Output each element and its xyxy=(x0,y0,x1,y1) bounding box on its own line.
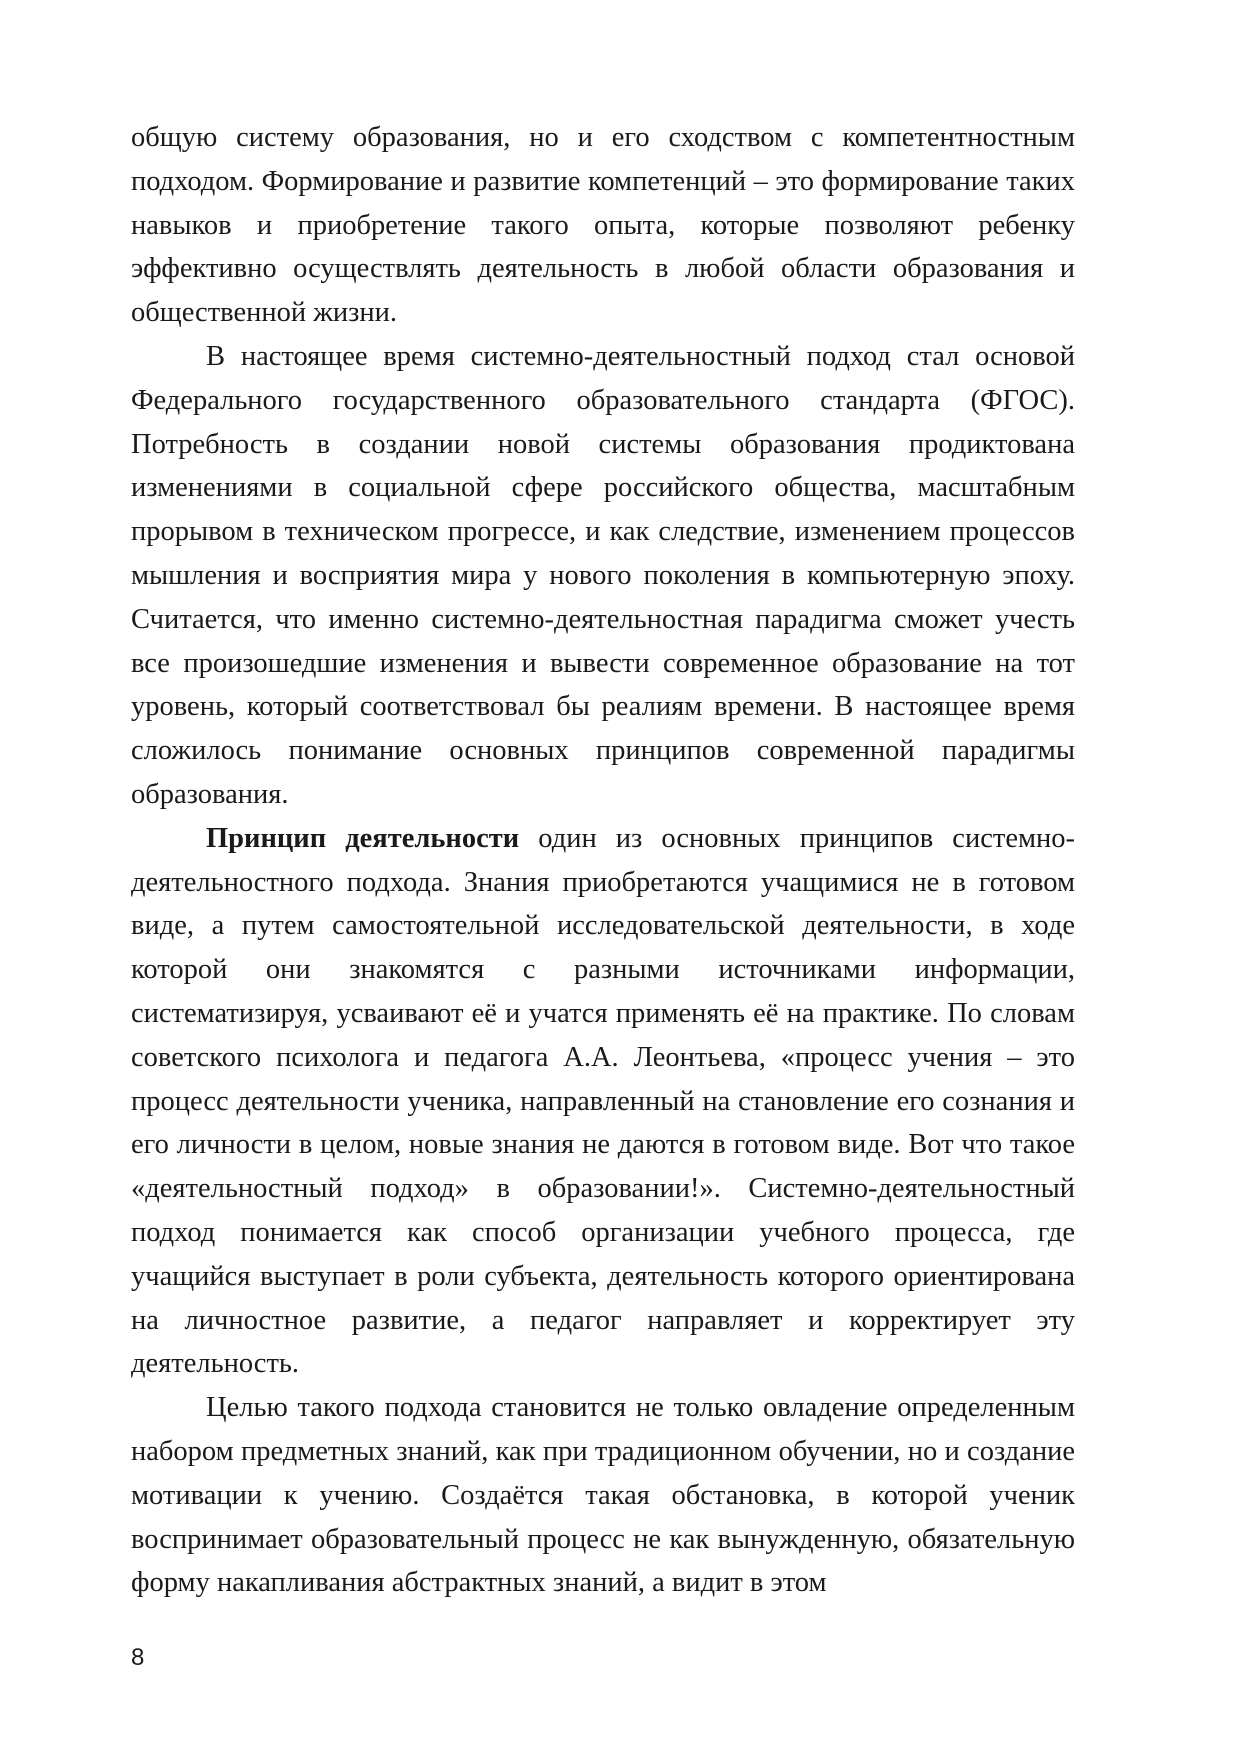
paragraph-text: Целью такого подхода становится не только овладение определенным набором предметных знаний, как при традиционном обучении, но и создание мотивации к учению. Создаётся такая обстановка, в которой ученик воспринимает образовательный процесс не как вынужденную, обязательную форму накапливания абстрактных знаний, а видит в этом xyxy=(131,1392,1075,1599)
paragraph-text: общую систему образования, но и его сходством с компетентностным подходом. Формирование и развитие компетенций – это формирование таких навыков и приобретение такого опыта, которые позволяют ребенку эффективно осуществлять деятельность в любой области образования и общественной жизни. xyxy=(131,122,1075,329)
paragraph-text: В настоящее время системно-деятельностный подход стал основой Федерального государственного образовательного стандарта (ФГОС). Потребность в создании новой системы образования продиктована изменениями в социальной сфере российского общества, масштабным прорывом в техническом прогрессе, и как следствие, изменением процессов мышления и восприятия мира у нового поколения в компьютерную эпоху. Считается, что именно системно-деятельностная парадигма сможет учесть все произошедшие изменения и вывести современное образование на тот уровень, который соответствовал бы реалиям времени. В настоящее время сложилось понимание основных принципов современной парадигмы образования. xyxy=(131,340,1075,810)
paragraph-fgos xyxy=(131,335,1075,817)
paragraph-goal xyxy=(131,1386,1075,1605)
paragraph-continuation xyxy=(131,116,1075,335)
body-text xyxy=(131,116,1075,1605)
paragraph-text: один из основных принципов системно-деятельностного подхода. Знания приобретаются учащимися не в готовом виде, а путем самостоятельной исследовательской деятельности, в ходе которой они знакомятся с разными источниками информации, систематизируя, усваивают её и учатся применять её на практике. По словам советского психолога и педагога А.А. Леонтьева, «процесс учения – это процесс деятельности ученика, направленный на становление его сознания и его личности в целом, новые знания не даются в готовом виде. Вот что такое «деятельностный подход» в образовании!». Системно-деятельностный подход понимается как способ организации учебного процесса, где учащийся выступает в роли субъекта, деятельность которого ориентирована на личностное развитие, а педагог направляет и корректирует эту деятельность. xyxy=(131,822,1075,1380)
page-number: 8 xyxy=(131,1644,145,1671)
bold-term: Принцип деятельности xyxy=(206,822,520,854)
paragraph-activity-principle xyxy=(131,817,1075,1386)
